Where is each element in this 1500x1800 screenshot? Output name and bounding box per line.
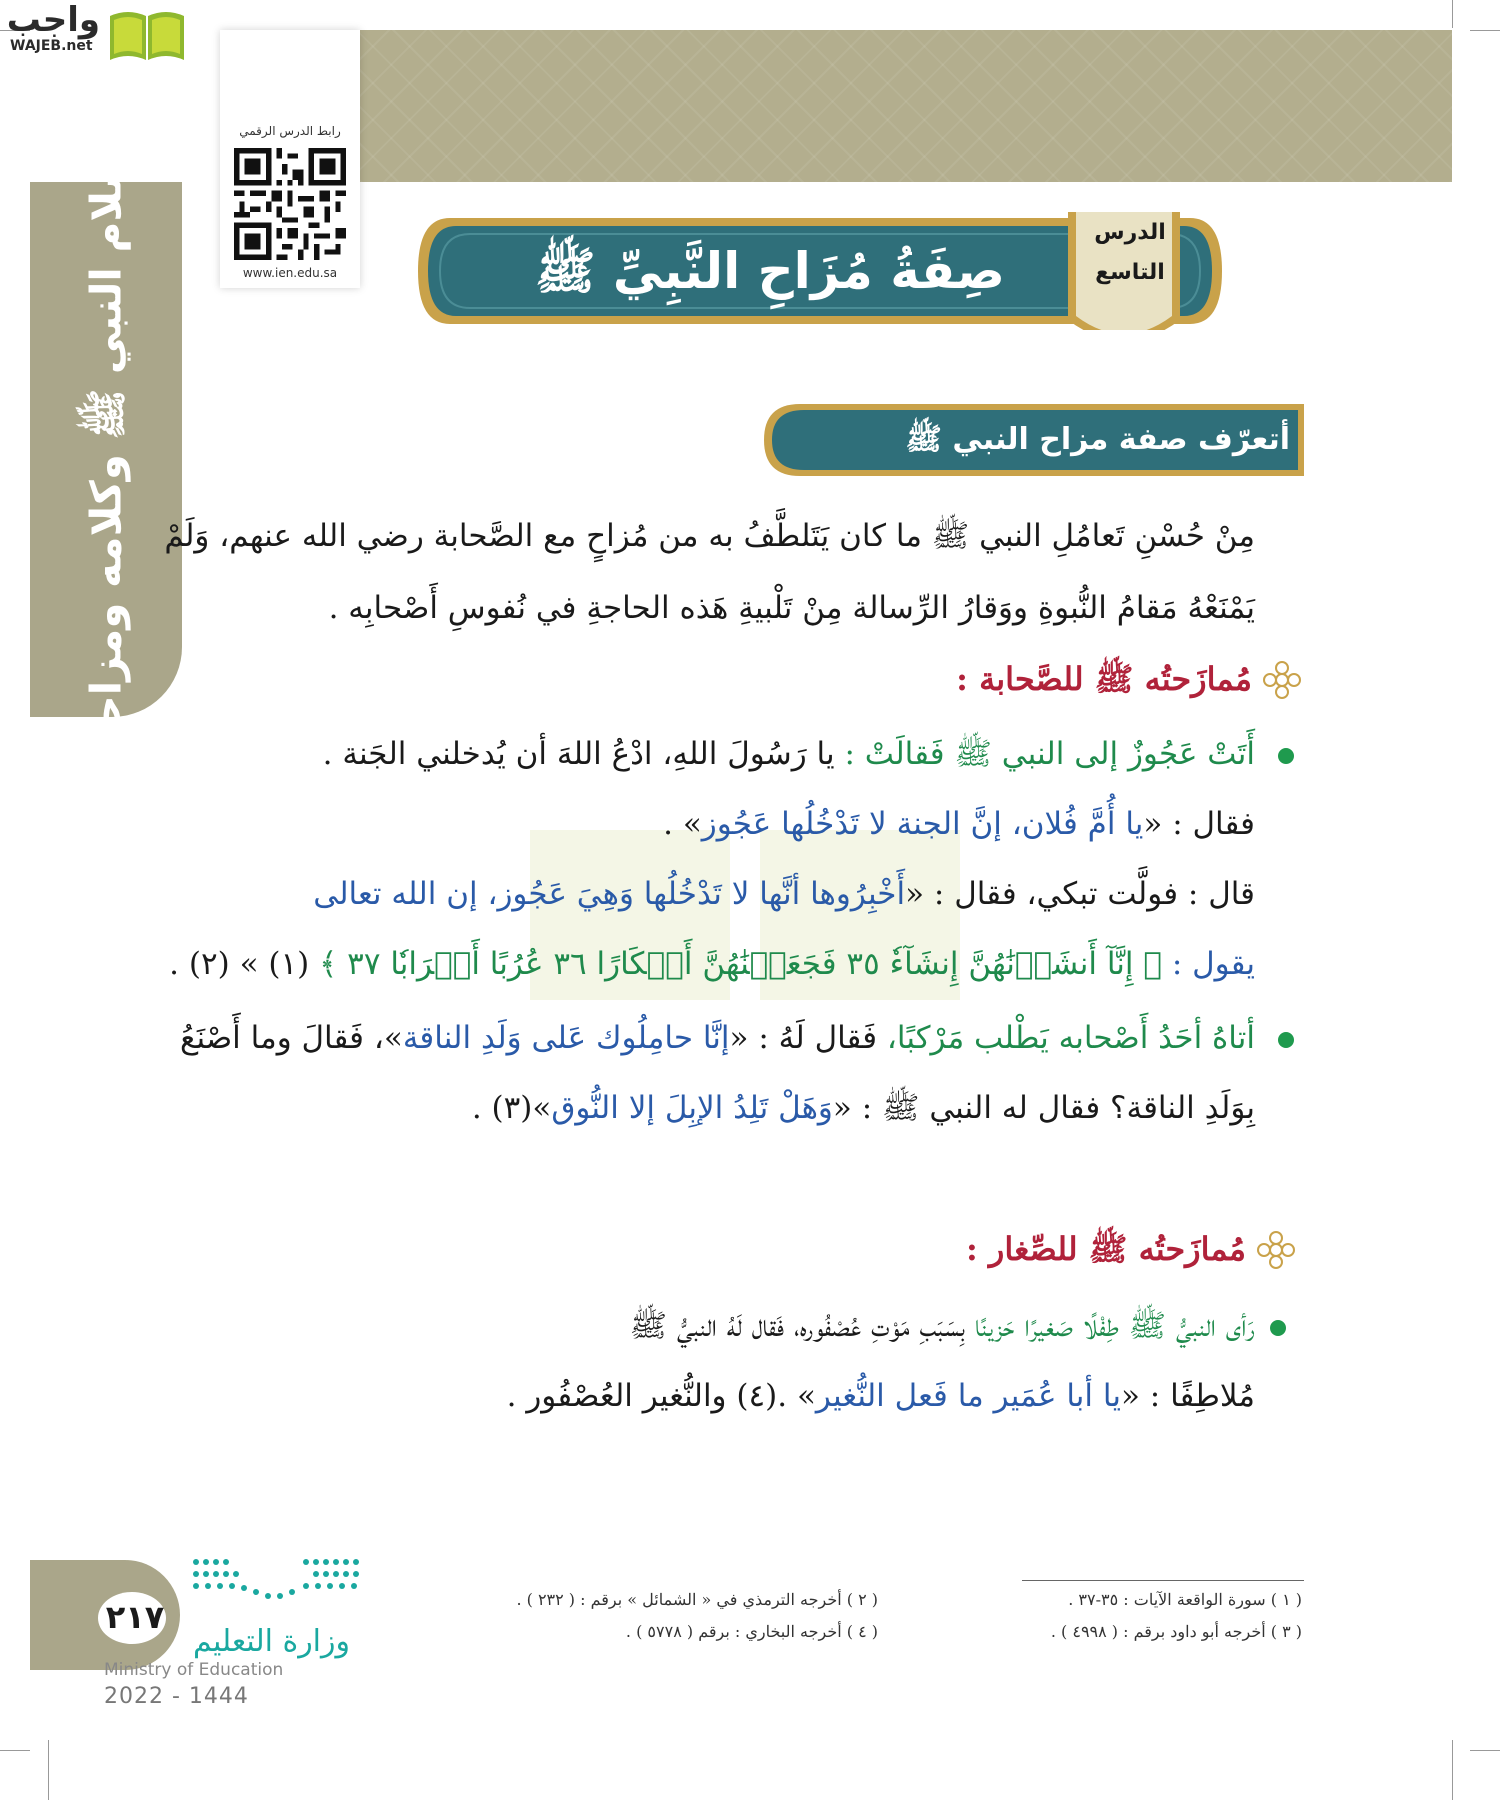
bullet-dot <box>1270 1320 1286 1336</box>
heading-companions: مُمازَحتُه ﷺ للصَّحابة : <box>956 660 1252 698</box>
section-title: أتعرّف صفة مزاح النبي ﷺ <box>905 422 1290 457</box>
crop-mark <box>0 1750 30 1751</box>
logo-english-name: WAJEB.net <box>10 38 93 54</box>
bullet1-said-2: قال : فولَّت تبكي، فقال : « <box>905 876 1255 912</box>
crop-mark <box>48 1740 49 1800</box>
footnote-2: ( ٢ ) أخرجه الترمذي في « الشمائل » برقم : ( ٢٣٢ ) . <box>516 1590 878 1609</box>
bullet3-context: بِسَبَبِ مَوْتِ عُصْفُوره، فَقال لَهُ النبيُّ ﷺ <box>629 1308 965 1344</box>
bullet2-hadith-1: إنَّا حامِلُوك عَلى وَلَدِ الناقة <box>402 1020 730 1056</box>
footnote-rule <box>1022 1580 1304 1581</box>
unit-title: سلام النبي ﷺ وكلامه ومزاحه <box>81 148 131 751</box>
bullet1-close-1: » . <box>663 806 702 842</box>
bullet1-line-c <box>185 874 1255 914</box>
bullet2-line-b <box>185 1088 1255 1128</box>
quran-verse: ﴿ إِنَّآ أَنشَأۡنَٰهُنَّ إِنشَآءٗ ٣٥ فَجَعَلۡنَٰهُنَّ أَبۡكَارًا ٣٦ عُرُبًا أَتۡرَابٗا ٣٧ ﴾ <box>319 946 1162 982</box>
bullet1-line-a <box>185 734 1255 774</box>
bullet3-line-b <box>185 1376 1255 1416</box>
edition-year: 2022 - 1444 <box>104 1684 249 1709</box>
qr-url[interactable]: www.ien.edu.sa <box>242 266 338 280</box>
lesson-badge-line2: التاسع <box>1095 260 1165 285</box>
heading-children: مُمازَحتُه ﷺ للصِّغار : <box>965 1230 1246 1268</box>
lesson-badge-line1: الدرس <box>1094 220 1166 245</box>
bullet-dot <box>1278 748 1294 764</box>
bullet2-reply: »، فَقالَ وما أَصْنَعُ <box>180 1020 403 1056</box>
footnote-1: ( ١ ) سورة الواقعة الآيات : ٣٥-٣٧ . <box>1068 1590 1302 1609</box>
bullet3-hadith: يا أبا عُمَير ما فَعل النُّغير <box>815 1378 1121 1414</box>
bullet1-said: فقال : « <box>1143 806 1255 842</box>
bullet2-ref: »(٣) . <box>471 1090 552 1126</box>
footnote-4: ( ٤ ) أخرجه البخاري : برقم ( ٥٧٧٨ ) . <box>625 1622 878 1641</box>
bullet2-line-a <box>180 1018 1255 1058</box>
bullet1-line-b <box>185 804 1255 844</box>
bullet1-hadith-2: أَخْبِرُوها أنَّها لا تَدْخُلُها وَهِيَ عَجُوز، إن الله تعالى <box>313 876 906 912</box>
bullet2-said: فَقال لَهُ : « <box>729 1020 878 1056</box>
book-icon <box>108 6 186 62</box>
intro-line-2: يَمْنَعْهُ مَقامُ النُّبوةِ ووَقارُ الرِّسالة مِنْ تَلْبيةِ هَذه الحاجةِ في نُفوسِ أَصْحابِه . <box>328 590 1255 626</box>
crop-mark <box>1470 30 1500 31</box>
flower-ornament-icon <box>1256 1230 1296 1270</box>
bullet1-refs: (١) » (٢) . <box>169 946 310 982</box>
bullet1-hadith-1: يا أُمَّ فُلان، إنَّ الجنة لا تَدْخُلُها عَجُوز <box>701 806 1144 842</box>
crop-mark <box>1452 1740 1453 1800</box>
logo-arabic-name: واجب <box>6 0 100 40</box>
bullet3-narration: رَأى النبيُّ ﷺ طِفْلًا صَغيرًا حَزينًا <box>974 1308 1255 1344</box>
lesson-title: صِفَةُ مُزَاحِ النَّبِيِّ ﷺ <box>535 242 1005 300</box>
intro-line-1: مِنْ حُسْنِ تَعامُلِ النبي ﷺ ما كان يَتَلطَّفُ به من مُزاحٍ مع الصَّحابة رضي الله عنهم، وَلَمْ <box>164 518 1255 554</box>
bullet2-narration: أتاهُ أحَدُ أَصْحابه يَطْلب مَرْكبًا، <box>886 1020 1255 1056</box>
bullet1-line-d <box>169 944 1255 984</box>
bullet2-said-2: بِوَلَدِ الناقة؟ فقال له النبي ﷺ : « <box>832 1090 1255 1126</box>
flower-ornament-icon <box>1262 660 1302 700</box>
ministry-name-english: Ministry of Education <box>104 1660 284 1680</box>
bullet1-request: يا رَسُولَ اللهِ، ادْعُ اللهَ أن يُدخلني الجَنة . <box>322 736 835 772</box>
qr-label: رابط الدرس الرقمي <box>239 124 341 138</box>
bullet3-line-a <box>185 1306 1255 1346</box>
wajeb-logo <box>6 0 100 62</box>
bullet3-ref: » .(٤) والنُّغير العُصْفُور . <box>506 1378 816 1414</box>
crop-mark <box>1470 1750 1500 1751</box>
bullet1-says: يقول : <box>1171 946 1255 982</box>
page-number: ٢١٧ <box>105 1598 165 1636</box>
bullet3-said: مُلاطِفًا : « <box>1120 1378 1255 1414</box>
qr-card <box>220 30 360 288</box>
qr-code-icon[interactable] <box>234 148 346 260</box>
ministry-logo-icon <box>186 1552 366 1612</box>
unit-side-band <box>30 148 182 751</box>
bullet2-hadith-2: وَهَلْ تَلِدُ الإبِلَ إلا النُّوق <box>551 1090 833 1126</box>
ministry-name-arabic: وزارة التعليم <box>192 1624 350 1659</box>
footnote-3: ( ٣ ) أخرجه أبو داود برقم : ( ٤٩٩٨ ) . <box>1050 1622 1302 1641</box>
bullet1-narration: أَتَتْ عَجُوزٌ إلى النبي ﷺ فَقالَتْ : <box>844 736 1255 772</box>
header-decorative-band <box>360 30 1452 182</box>
crop-mark <box>1452 0 1453 28</box>
bullet-dot <box>1278 1032 1294 1048</box>
